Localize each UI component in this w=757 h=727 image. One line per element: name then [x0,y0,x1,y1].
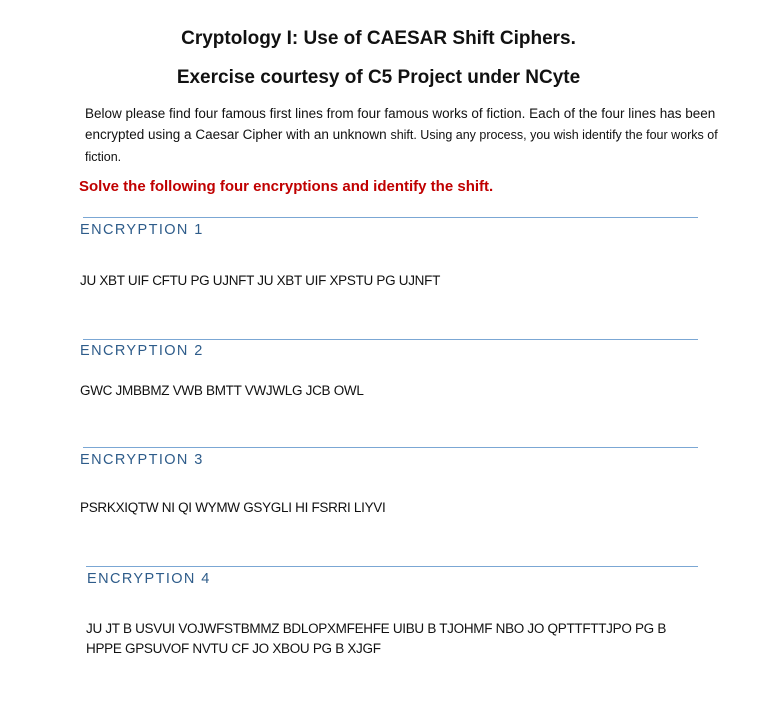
divider-line [86,566,698,567]
instruction-text: Solve the following four encryptions and identify the shift. [79,178,494,195]
encryption-3-text: PSRKXIQTW NI QI WYMW GSYGLI HI FSRRI LIYVI [80,500,386,515]
divider-line [83,447,698,448]
encryption-1-heading: ENCRYPTION 1 [80,222,204,238]
encryption-4-heading: ENCRYPTION 4 [87,571,211,587]
document-title: Cryptology I: Use of CAESAR Shift Ciphers. [181,28,576,49]
encryption-1-text: JU XBT UIF CFTU PG UJNFT JU XBT UIF XPSTU PG UJNFT [80,273,441,288]
divider-line [83,217,698,218]
intro-small-text: shift. Using any process, you wish identify the four works of fiction. [85,128,718,164]
divider-line [83,339,698,340]
encryption-2-heading: ENCRYPTION 2 [80,343,204,359]
document-subtitle: Exercise courtesy of C5 Project under NCyte [176,67,581,88]
encryption-4-text: JU JT B USVUI VOJWFSTBMMZ BDLOPXMFEHFE UIBU B TJOHMF NBO JO QPTTFTTJPO PG B HPPE GPSUVOF NVTU CF JO XBOU PG B XJGF [86,621,667,656]
encryption-2-text: GWC JMBBMZ VWB BMTT VWJWLG JCB OWL [80,383,364,398]
intro-main-text: Below please find four famous first lines from four famous works of fiction. Each of the four lines has been encrypted using a Caesar Cipher with an unknown [85,106,716,142]
intro-paragraph [85,103,725,168]
encryption-3-heading: ENCRYPTION 3 [80,452,204,468]
